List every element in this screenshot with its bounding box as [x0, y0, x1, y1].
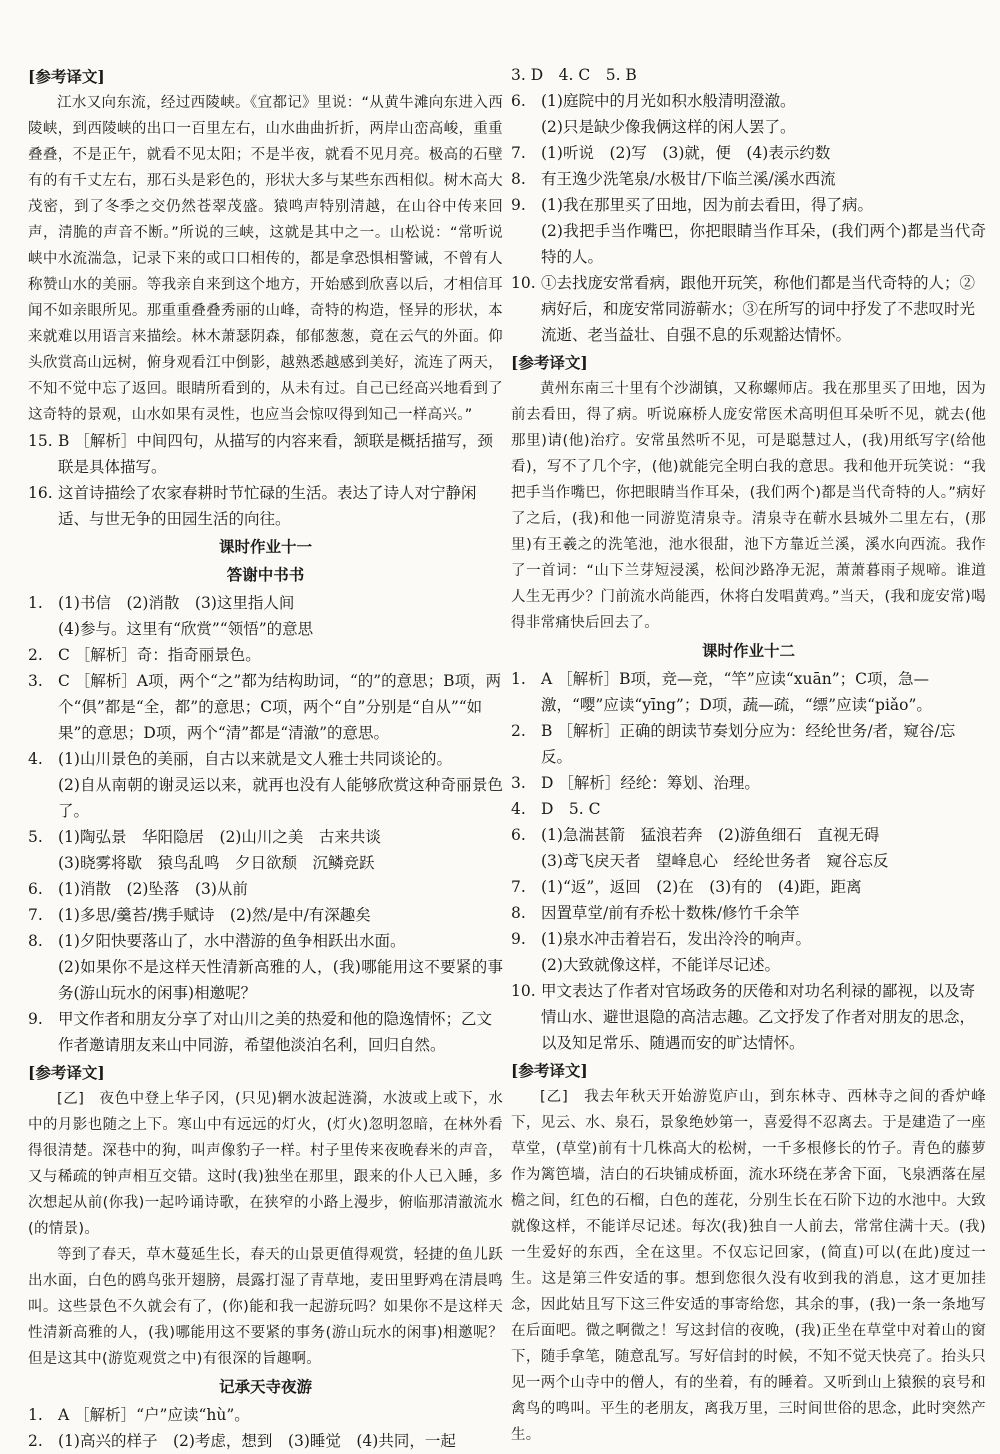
- answer-item: 6. (1)庭院中的月光如积水般清明澄澈。: [511, 92, 796, 110]
- answer-item: 5. (1)陶弘景 华阳隐居 (2)山川之美 古来共谈: [28, 828, 381, 846]
- translation-text: 等到了春天，草木蔓延生长，春天的山景更值得观赏，轻捷的鱼儿跃出水面，白色的鸥鸟张开翅膀，晨露打湿了青草地，麦田里野鸡在清晨鸣叫。这些景色不久就会有了，(你)能和我一起游玩吗？如果你不是这样天性清新高雅的人，(我)哪能用这不要紧的事务(游山玩水的闲事)相邀呢？但是这其中(游览观赏之中)有很深的旨趣啊。: [28, 1247, 503, 1367]
- answer-item: 6. (1)急湍甚箭 猛浪若奔 (2)游鱼细石 直视无碍: [511, 826, 880, 844]
- answer-item: 9. (1)泉水冲击着岩石，发出泠泠的响声。: [511, 930, 811, 948]
- right-column: [511, 62, 986, 1448]
- answer-item: 8. 因置草堂/前有乔松十数株/修竹千余竿: [511, 904, 800, 922]
- ref-translation-header: [参考译文]: [511, 353, 588, 372]
- answer-subline: (2)我把手当作嘴巴，你把眼睛当作耳朵，(我们两个)都是当代奇特的人。: [541, 222, 986, 266]
- section-title: 课时作业十二: [701, 641, 795, 660]
- answer-item: 8. (1)夕阳快要落山了，水中潜游的鱼争相跃出水面。: [28, 932, 406, 950]
- answer-item: 3. D ［解析］经纶：筹划、治理。: [511, 774, 760, 792]
- answer-item: 2. C ［解析］奇：指奇丽景色。: [28, 646, 261, 664]
- answer-item: 1. (1)书信 (2)消散 (3)这里指人间: [28, 594, 295, 612]
- answer-item: 8. 有王逸少洗笔泉/水极甘/下临兰溪/溪水西流: [511, 170, 836, 188]
- answer-item: 10. ①去找庞安常看病，跟他开玩笑，称他们都是当代奇特的人；②病好后，和庞安常同游蕲水；③在所写的词中抒发了不悲叹时光流逝、老当益壮、自强不息的乐观豁达情怀。: [511, 274, 976, 344]
- translation-text: 黄州东南三十里有个沙湖镇，又称螺师店。我在那里买了田地，因为前去看田，得了病。听说麻桥人庞安常医术高明但耳朵听不见，就去(他那里)请(他)治疗。安常虽然听不见，可是聪慧过人，(我)用纸写字(给他看)，写不了几个字，(他)就能完全明白我的意思。我和他开玩笑说：“我把手当作嘴巴，你把眼睛当作耳朵，(我们两个)都是当代奇特的人。”病好了之后，(我)和他一同游览清泉寺。清泉寺在蕲水县城外二里左右，(那里)有王羲之的洗笔池，池水很甜，池下方靠近兰溪，溪水向西流。我作了一首词：“山下兰芽短浸溪，松间沙路净无泥，萧萧暮雨子规啼。谁道人生无再少？门前流水尚能西，休将白发唱黄鸡。”当天，(我和庞安常)喝得非常痛快后回去了。: [511, 381, 986, 631]
- translation-text: [乙] 我去年秋天开始游览庐山，到东林寺、西林寺之间的香炉峰下，见云、水、泉石，景象绝妙第一，喜爱得不忍离去。于是建造了一座草堂，(草堂)前有十几株高大的松树，一千多根修长的竹子。青色的藤萝作为篱笆墙，洁白的石块铺成桥面，流水环绕在茅舍下面，飞泉洒落在屋檐之间，红色的石榴，白色的莲花，分别生长在石阶下边的水池中。大致就像这样，不能详尽记述。每次(我)独自一人前去，常常住满十天。(我)一生爱好的东西，全在这里。不仅忘记回家，(简直)可以(在此)度过一生。这是第三件安适的事。想到您很久没有收到我的消息，这才更加挂念，因此姑且写下这三件安适的事寄给您，其余的事，(我)一条一条地写在后面吧。微之啊微之！写这封信的夜晚，(我)正坐在草堂中对着山的窗下，随手拿笔，随意乱写。写好信封的时候，不知不觉天快亮了。抬头只见一两个山寺中的僧人，有的坐着，有的睡着。又听到山上猿猴的哀号和禽鸟的鸣叫。平生的老朋友，离我万里，三时间世俗的思念，此时突然产生。: [511, 1089, 986, 1443]
- lesson-title: 记承天寺夜游: [218, 1377, 312, 1396]
- ref-translation-header: [参考译文]: [28, 67, 105, 86]
- answer-item: 1. A ［解析］B项，竞—竞，“竿”应读“xuān”；C项，急—激，“嘤”应读“yīng”；D项，蔬—疏，“缥”应读“piǎo”。: [511, 670, 932, 714]
- answer-subline: (3)鸢飞戾天者 望峰息心 经纶世务者 窥谷忘反: [541, 852, 889, 870]
- answer-item: 15. B ［解析］中间四句，从描写的内容来看，颔联是概括描写，颈联是具体描写。: [28, 432, 493, 476]
- left-column: [28, 62, 503, 1454]
- lesson-title: 答谢中书书: [226, 565, 305, 584]
- answer-item: 7. (1)听说 (2)写 (3)就，便 (4)表示约数: [511, 144, 831, 162]
- answer-item: 2. (1)高兴的样子 (2)考虑，想到 (3)睡觉 (4)共同，一起: [28, 1432, 456, 1450]
- answer-item: 10. 甲文表达了作者对官场政务的厌倦和对功名利禄的鄙视，以及寄情山水、避世退隐的高洁志趣。乙文抒发了作者对朋友的思念，以及知足常乐、随遇而安的旷达情怀。: [511, 982, 976, 1052]
- answer-line: 3. D 4. C 5. B: [511, 66, 637, 84]
- answer-subline: (2)自从南朝的谢灵运以来，就再也没有人能够欣赏这种奇丽景色了。: [58, 776, 503, 820]
- ref-translation-header: [参考译文]: [511, 1061, 588, 1080]
- answer-subline: (2)大致就像这样，不能详尽记述。: [541, 956, 780, 974]
- answer-item: 3. C ［解析］A项，两个“之”都为结构助词，“的”的意思；B项，两个“俱”都是“全，都”的意思；C项，两个“自”分别是“自从”“如果”的意思；D项，两个“清”都是“清澈”的意思。: [28, 672, 502, 742]
- answer-item: 16. 这首诗描绘了农家春耕时节忙碌的生活。表达了诗人对宁静闲适、与世无争的田园生活的向往。: [28, 484, 477, 528]
- answer-item: 7. (1)多思/羹苔/携手赋诗 (2)然/是中/有深趣矣: [28, 906, 371, 924]
- answer-item: 4. D 5. C: [511, 800, 601, 818]
- answer-item: 9. 甲文作者和朋友分享了对山川之美的热爱和他的隐逸情怀；乙文作者邀请朋友来山中同游，希望他淡泊名利，回归自然。: [28, 1010, 493, 1054]
- answer-item: 2. B ［解析］正确的朗读节奏划分应为：经纶世务/者，窥谷/忘反。: [511, 722, 956, 766]
- answer-item: 9. (1)我在那里买了田地，因为前去看田，得了病。: [511, 196, 873, 214]
- translation-text: 江水又向东流，经过西陵峡。《宜都记》里说：“从黄牛滩向东进入西陵峡，到西陵峡的出口一百里左右，山水曲曲折折，两岸山峦高峻，重重叠叠，不是正午，就看不见太阳；不是半夜，就看不见月亮。极高的石壁有的有千丈左右，那石头是彩色的，形状大多与某些东西相似。树木高大茂密，到了冬季之交仍然苍翠茂盛。猿鸣声特别清越，在山谷中传来回声，清脆的声音不断。”所说的三峡，这就是其中之一。山松说：“常听说峡中水流湍急，记录下来的或口口相传的，都是拿恐惧相警诫，不曾有人称赞山水的美丽。等我亲自来到这个地方，开始感到欣喜以后，才相信耳闻不如亲眼所见。那重重叠叠秀丽的山峰，奇特的构造，怪异的形状，本来就难以用语言来描绘。林木萧瑟阴森，郁郁葱葱，竟在云气的外面。仰头欣赏高山远树，俯身观看江中倒影，越熟悉越感到美好，流连了两天，不知不觉中忘了返回。眼睛所看到的，从未有过。自己已经高兴地看到了这奇特的景观，山水如果有灵性，也应当会惊叹得到知己一样高兴。”: [28, 95, 503, 423]
- answer-item: 4. (1)山川景色的美丽，自古以来就是文人雅士共同谈论的。: [28, 750, 452, 768]
- answer-item: 1. A ［解析］“户”应读“hù”。: [28, 1406, 250, 1424]
- section-title: 课时作业十一: [218, 537, 312, 556]
- translation-text: [乙] 夜色中登上华子冈，(只见)辋水波起涟漪，水波或上或下，水中的月影也随之上下。寒山中有远远的灯火，(灯火)忽明忽暗，在林外看得很清楚。深巷中的狗，叫声像豹子一样。村子里传来夜晚舂米的声音，又与稀疏的钟声相互交错。这时(我)独坐在那里，跟来的仆人已入睡，多次想起从前(你我)一起吟诵诗歌，在狭窄的小路上漫步，俯临那清澈流水(的情景)。: [28, 1091, 503, 1237]
- answer-item: 6. (1)消散 (2)坠落 (3)从前: [28, 880, 248, 898]
- answer-subline: (4)参与。这里有“欣赏”“领悟”的意思: [58, 620, 314, 638]
- answer-subline: (2)如果你不是这样天性清新高雅的人，(我)哪能用这不要紧的事务(游山玩水的闲事)相邀呢？: [58, 958, 503, 1002]
- answer-item: 7. (1)“返”，返回 (2)在 (3)有的 (4)距，距离: [511, 878, 862, 896]
- ref-translation-header: [参考译文]: [28, 1063, 105, 1082]
- answer-subline: (2)只是缺少像我俩这样的闲人罢了。: [541, 118, 796, 136]
- answer-subline: (3)晓雾将歇 猿鸟乱鸣 夕日欲颓 沉鳞竞跃: [58, 854, 375, 872]
